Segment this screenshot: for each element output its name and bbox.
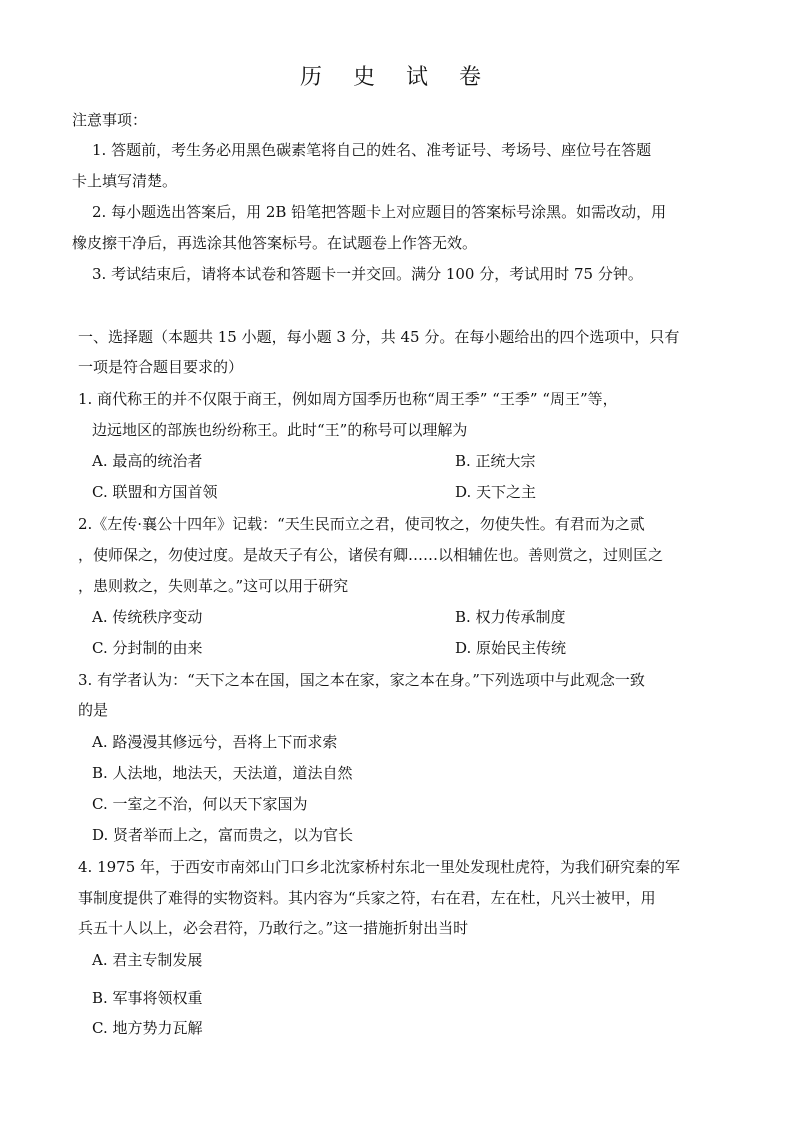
section-heading-line-1: 一、选择题（本题共 15 小题，每小题 3 分，共 45 分。在每小题给出的四个选项中，只有 [78,328,680,346]
q1-option-c: C. 联盟和方国首领 [92,483,218,501]
q2-stem-line-3: ，患则救之，失则革之。”这可以用于研究 [78,577,349,595]
q4-option-c: C. 地方势力瓦解 [92,1019,203,1037]
q2-stem-line-2: ，使师保之，勿使过度。是故天子有公，诸侯有卿……以相辅佐也。善则赏之，过则匡之 [78,546,664,564]
q1-stem-line-2: 边远地区的部族也纷纷称王。此时“王”的称号可以理解为 [92,421,468,439]
q4-stem-line-1: 4. 1975 年，于西安市南郊山门口乡北沈家桥村东北一里处发现杜虎符，为我们研究秦的军 [78,858,681,876]
q3-option-c: C. 一室之不治，何以天下家国为 [92,795,308,813]
exam-title: 历 史 试 卷 [300,65,493,90]
notice-2-line-2: 橡皮擦干净后，再选涂其他答案标号。在试题卷上作答无效。 [72,234,478,252]
notice-2-line-1: 2. 每小题选出答案后，用 2B 铅笔把答题卡上对应题目的答案标号涂黑。如需改动，用 [92,203,667,221]
q2-option-a: A. 传统秩序变动 [92,608,203,626]
q3-stem-line-2: 的是 [78,701,109,719]
notice-1-line-2: 卡上填写清楚。 [72,172,178,190]
notice-heading: 注意事项： [72,111,148,129]
q3-option-a: A. 路漫漫其修远兮，吾将上下而求索 [92,733,338,751]
q3-stem-line-1: 3. 有学者认为：“天下之本在国，国之本在家，家之本在身。”下列选项中与此观念一致 [78,671,645,689]
q1-stem-line-1: 1. 商代称王的并不仅限于商王，例如周方国季历也称“周王季” “王季” “周王”等， [78,390,618,408]
q4-stem-line-3: 兵五十人以上，必会君符，乃敢行之。”这一措施折射出当时 [78,919,469,937]
q1-option-b: B. 正统大宗 [455,452,536,470]
q1-option-a: A. 最高的统治者 [92,452,203,470]
q4-option-a: A. 君主专制发展 [92,951,203,969]
q4-option-b: B. 军事将领权重 [92,989,203,1007]
notice-1-line-1: 1. 答题前，考生务必用黑色碳素笔将自己的姓名、准考证号、考场号、座位号在答题 [92,141,652,159]
q3-option-b: B. 人法地，地法天，天法道，道法自然 [92,764,353,782]
q3-option-d: D. 贤者举而上之，富而贵之，以为官长 [92,826,354,844]
section-heading-line-2: 一项是符合题目要求的） [78,358,244,376]
q2-option-b: B. 权力传承制度 [455,608,566,626]
q2-stem-line-1: 2.《左传·襄公十四年》记载：“天生民而立之君，使司牧之，勿使失性。有君而为之贰 [78,515,645,533]
q1-option-d: D. 天下之主 [455,483,537,501]
q2-option-d: D. 原始民主传统 [455,639,567,657]
q2-option-c: C. 分封制的由来 [92,639,203,657]
notice-3-line-1: 3. 考试结束后，请将本试卷和答题卡一并交回。满分 100 分，考试用时 75 分钟。 [92,265,643,283]
q4-stem-line-2: 事制度提供了难得的实物资料。其内容为“兵家之符，右在君，左在杜，凡兴士被甲，用 [78,889,656,907]
